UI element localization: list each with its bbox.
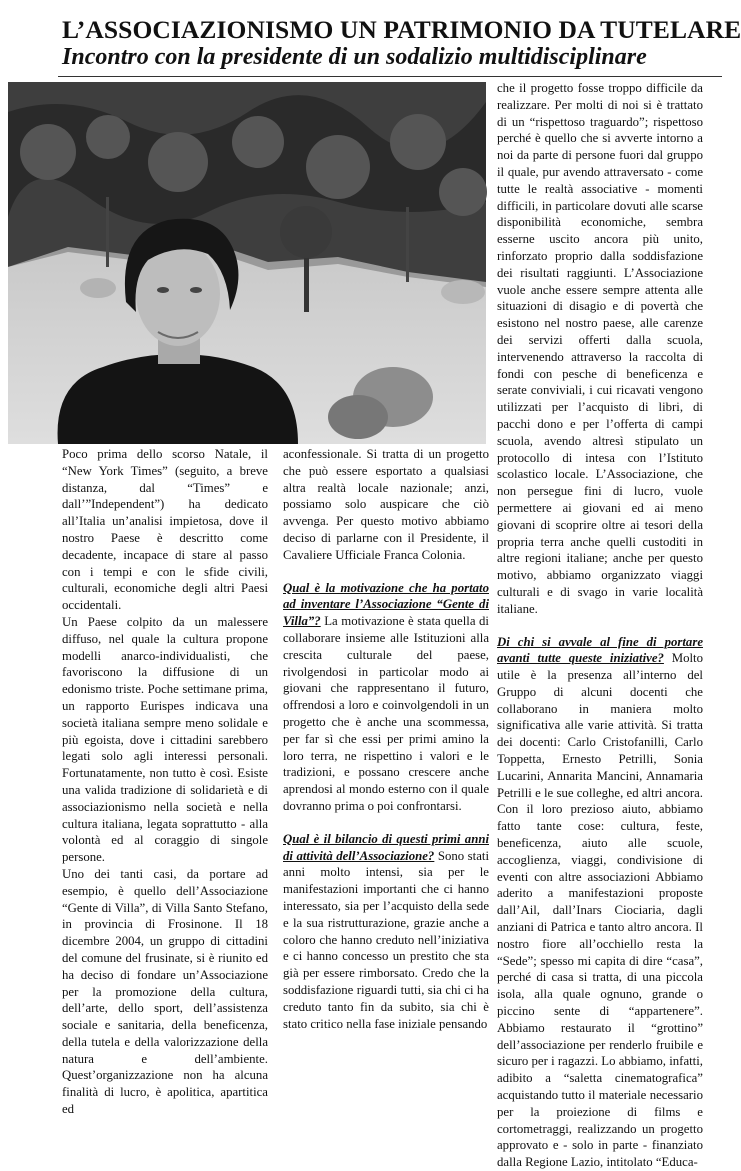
paragraph: aconfessionale. Si tratta di un progetto che può essere esportato a qualsiasi altra realtà locale nazionale; anzi, possiamo solo auspicare che ciò avvenga. Per questo motivo abbiamo deciso di parlarne con il Presidente, il Cavaliere Ufficiale Franca Colonia. <box>283 446 489 564</box>
paragraph: Uno dei tanti casi, da portare ad esempio, è quello dell’Associazione “Gente di Villa”, di Villa Santo Stefano, in provincia di Frosinone. Il 18 dicembre 2004, un gruppo di cittadini del comune del frusinate, si è riunito ed ha deciso di fondare un’Associazione per la promozione della cultura, dell’arte, dello sport, dell’assistenza sociale e sanitaria, della beneficenza, della tutela e della valorizzazione della natura e dell’ambiente. Quest’organizzazione non ha alcuna finalità di lucro, è apolitica, apartitica ed <box>62 866 268 1118</box>
paragraph: che il progetto fosse troppo difficile da realizzare. Per molti di noi si è trattato di un “rispettoso traguardo”; rispettoso perché è quello che si avverte intorno a noi da parte di persone fuori dal gruppo il quale, pur avendo attraversato - come tutte le realtà associative - momenti difficili, in particolare dovuti alle scarse disponibilità economiche, sembra esserne uscito ancora più unito, rinforzato proprio dalla soddisfazione dei risultati raggiunti. L’Associazione vuole anche essere sempre attenta alle situazioni di disagio e di povertà che esistono nel nostro paese, alle carenze dei servizi offerti dalla scuola, intervenendo attraverso la raccolta di fondi con pesche di beneficenza e serate conviviali, i cui ricavati vengono utilizzati per l’acquisto di libri, di pacchi dono e per l’offerta di campi scuola, avendo altresì stipulato un protocollo di intesa con l’Istituto scolastico locale. L’Associazione, che non persegue fini di lucro, vuole permettere ai giovani ed ai meno giovani di scoprire oltre ai tesori della propria terra anche quelli custoditi in altre regioni italiane; anche per questo motivo, abbiamo organizzato viaggi culturali e di svago in varie località italiane. <box>497 80 703 618</box>
text-column-1 <box>62 446 268 996</box>
interview-question: Qual è il bilancio di questi primi anni di attività dell’Associazione? <box>283 832 489 863</box>
article-subheadline: Incontro con la presidente di un sodalizio multidisciplinare <box>62 43 722 71</box>
interview-paragraph <box>283 831 489 1033</box>
article-headline: L’ASSOCIAZIONISMO UN PATRIMONIO DA TUTELARE <box>62 16 712 43</box>
interview-paragraph <box>497 634 703 1171</box>
text-column-2 <box>283 446 489 996</box>
interview-answer: La motivazione è stata quella di collaborare insieme alle Istituzioni alla crescita culturale del paese, rivolgendosi in particolar modo ai giovani che rappresentano il futuro, offrendosi a loro e coinvolgendoli in un progetto che è anche una scommessa, per far sì che essi per primi amino la loro terra, ne rispettino i valori e le tradizioni, e possano crescere anche aprendosi al mondo esterno con il quale dovranno prima o poi confrontarsi. <box>283 614 489 813</box>
interview-question: Di chi si avvale al fine di portare avanti tutte queste iniziative? <box>497 635 703 666</box>
interview-answer: Sono stati anni molto intensi, sia per le manifestazioni importanti che ci hanno interessato, sia per l’acquisto della sede e la sua ristrutturazione, grazie anche a coloro che hanno creduto nell’iniziativa e ci hanno concesso un prestito che sta già per essere rimborsato. Credo che la soddisfazione riguardi tutti, sia chi ci ha creduto tanto fin da subito, sia chi è stato critico nella fase iniziale pensando <box>283 849 489 1031</box>
paragraph: Poco prima dello scorso Natale, il “New York Times” (seguito, a breve distanza, dal “Times” e dall’”Independent”) ha dedicato all’Italia un’analisi impietosa, dove il nostro Paese è descritto come decadente, incapace di stare al passo con i tempi e con le sfide civili, culturali, economiche degli altri Paesi occidentali. <box>62 446 268 614</box>
interview-question: Qual è la motivazione che ha portato ad inventare l’Associazione “Gente di Villa”? <box>283 581 489 629</box>
interview-paragraph <box>283 580 489 815</box>
header-rule <box>58 76 722 77</box>
paragraph: Un Paese colpito da un malessere diffuso, nel quale la cultura propone modelli anarco-individualisti, che favoriscono la diffusione di un edonismo triste. Poche settimane prima, un rapporto Eurispes indicava una società italiana sempre meno solidale e più egoista, dove i cittadini sarebbero legati solo agli interessi personali. Fortunatamente, non tutto è così. Esiste una valida tradizione di solidarietà e di associazionismo nella società e nella cultura italiana, legata soprattutto - alla volontà ed al coraggio di singole persone. <box>62 614 268 866</box>
portrait-photo <box>8 82 486 444</box>
interview-answer: Molto utile è la presenza all’interno del Gruppo di alcuni docenti che collaborano in maniera molto significativa alle varie attività. Si tratta dei docenti: Carlo Cristofanilli, Carlo Toppetta, Ernesto Petrilli, Sonia Lucarini, Annarita Mancini, Annamaria Petrilli e le sue colleghe, ed altri ancora. Con il loro prezioso aiuto, abbiamo fatto tante cose: cultura, feste, beneficenza, aiuto alle scuole, accoglienza, viaggi, condivisione di eventi con altre associazioni Abbiamo aderito a manifestazioni proposte dall’Ail, dall’Inars Ciociaria, dagli anziani di Patrica e tanto altro ancora. Il nostro fiore all’occhiello resta la “Sede”; spesso mi capita di dire “casa”, perché di casa si tratta, di una piccola isola, alla quale ognuno, grande o piccino sente di “appartenere”. Abbiamo restaurato il “grottino” dell’associazione per renderlo fruibile e sicuro per i ragazzi. Lo abbiamo, infatti, adibito a “saletta cinematografica” acquistando tutto il materiale necessario per la proiezione di films e cortometraggi, realizzando un progetto approvato e - solo in parte - finanziato dalla Regione Lazio, intitolato “Educa- <box>497 651 703 1169</box>
text-column-3 <box>497 80 703 998</box>
